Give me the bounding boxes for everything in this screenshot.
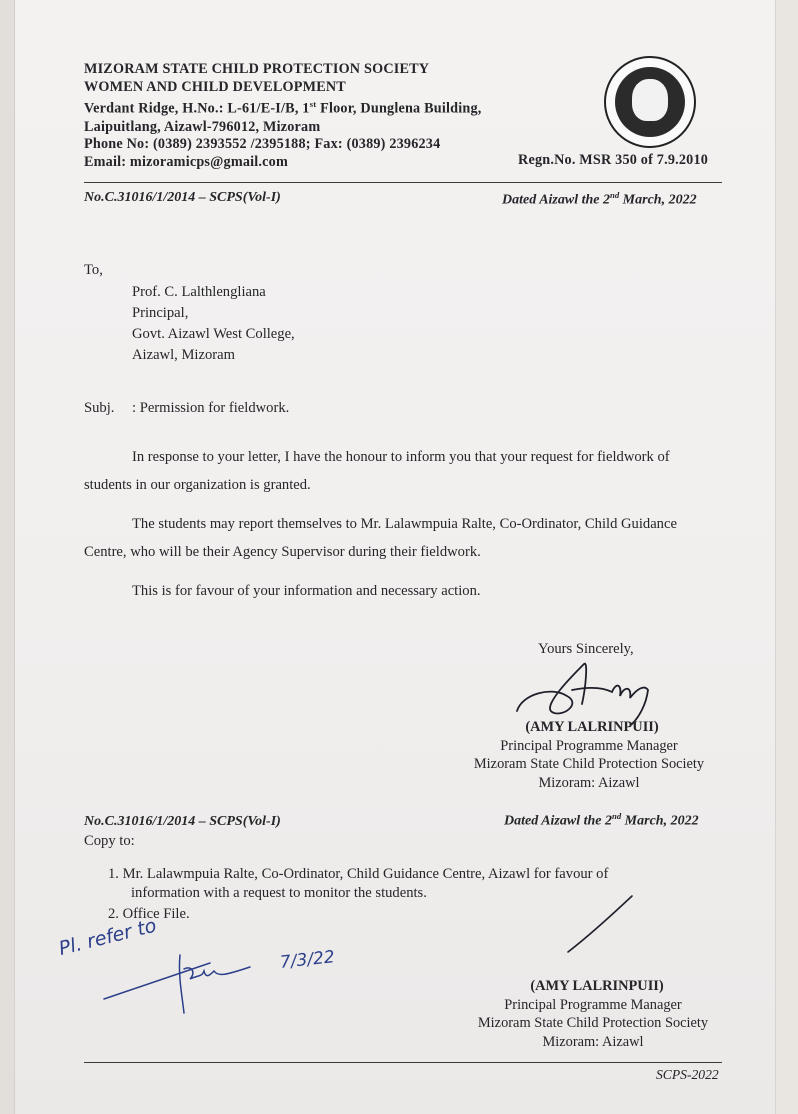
recipient-line: Principal, xyxy=(132,305,189,321)
recipient-line: Prof. C. Lalthlengliana xyxy=(132,284,266,300)
subject-label: Subj. xyxy=(84,400,115,416)
signatory-name: (AMY LALRINPUII) xyxy=(525,719,659,735)
copy-item-1-line-1: 1. Mr. Lalawmpuia Ralte, Co-Ordinator, Child Guidance Centre, Aizawl for favour of xyxy=(108,866,609,882)
signatory-place: Mizoram: Aizawl xyxy=(538,774,640,791)
copy-item-1-line-2: information with a request to monitor the students. xyxy=(131,885,427,901)
copy-signatory-block xyxy=(466,977,720,1051)
letterhead-line: Laipuitlang, Aizawl-796012, Mizoram xyxy=(84,118,321,135)
copy-item-2: 2. Office File. xyxy=(108,906,190,922)
right-edge-strip xyxy=(775,0,798,1114)
to-label: To, xyxy=(84,262,103,278)
handwritten-date: 7/3/22 xyxy=(279,947,336,973)
society-emblem-icon xyxy=(604,56,696,148)
copy-to-label: Copy to: xyxy=(84,833,135,849)
signature-icon xyxy=(512,656,672,726)
footer-code: SCPS-2022 xyxy=(656,1067,719,1082)
copy-signatory-place: Mizoram: Aizawl xyxy=(542,1033,644,1050)
recipient-block xyxy=(132,282,295,366)
letterhead-line: Phone No: (0389) 2393552 /2395188; Fax: (0389) 2396234 xyxy=(84,136,441,153)
copy-date: Dated Aizawl the 2nd March, 2022 xyxy=(504,811,699,829)
signatory-block xyxy=(462,718,716,792)
header-divider xyxy=(84,182,722,183)
letterhead-line: MIZORAM STATE CHILD PROTECTION SOCIETY xyxy=(84,61,430,77)
subject-text: : Permission for fieldwork. xyxy=(132,400,290,416)
copy-signatory-title: Principal Programme Manager xyxy=(504,996,682,1013)
paragraph-2-line-2: Centre, who will be their Agency Supervisor during their fieldwork. xyxy=(84,544,481,560)
letterhead-line: Verdant Ridge, H.No.: L-61/E-I/B, 1st Floor, Dunglena Building, xyxy=(84,99,482,117)
signatory-title: Principal Programme Manager xyxy=(500,737,678,754)
reference-number: No.C.31016/1/2014 – SCPS(Vol-I) xyxy=(84,190,281,205)
copy-signatory-org: Mizoram State Child Protection Society xyxy=(477,1015,709,1031)
paragraph-2-line-1: The students may report themselves to Mr. Lalawmpuia Ralte, Co-Ordinator, Child Guidance xyxy=(132,516,677,532)
paragraph-1-line-2: students in our organization is granted. xyxy=(84,477,311,493)
closing-salutation: Yours Sincerely, xyxy=(538,641,634,657)
handwritten-note: Pl. refer to xyxy=(56,914,159,960)
letterhead-line: Email: mizoramicps@gmail.com xyxy=(84,153,288,170)
copy-signatory-name: (AMY LALRINPUII) xyxy=(530,978,664,994)
copy-reference-number: No.C.31016/1/2014 – SCPS(Vol-I) xyxy=(84,814,281,829)
letterhead xyxy=(84,61,482,171)
recipient-line: Govt. Aizawl West College, xyxy=(132,326,295,342)
letter-date: Dated Aizawl the 2nd March, 2022 xyxy=(502,190,697,208)
footer-divider xyxy=(84,1062,722,1063)
paragraph-3: This is for favour of your information and necessary action. xyxy=(132,583,481,599)
letterhead-line: WOMEN AND CHILD DEVELOPMENT xyxy=(84,78,346,95)
recipient-line: Aizawl, Mizoram xyxy=(132,347,235,363)
registration-number: Regn.No. MSR 350 of 7.9.2010 xyxy=(518,152,709,168)
signature-stroke-icon xyxy=(560,890,640,960)
signatory-org: Mizoram State Child Protection Society xyxy=(473,756,705,772)
paragraph-1-line-1: In response to your letter, I have the honour to inform you that your request for fieldwork of xyxy=(132,449,670,465)
handwritten-initials-icon xyxy=(100,935,270,1020)
left-edge-strip xyxy=(0,0,15,1114)
